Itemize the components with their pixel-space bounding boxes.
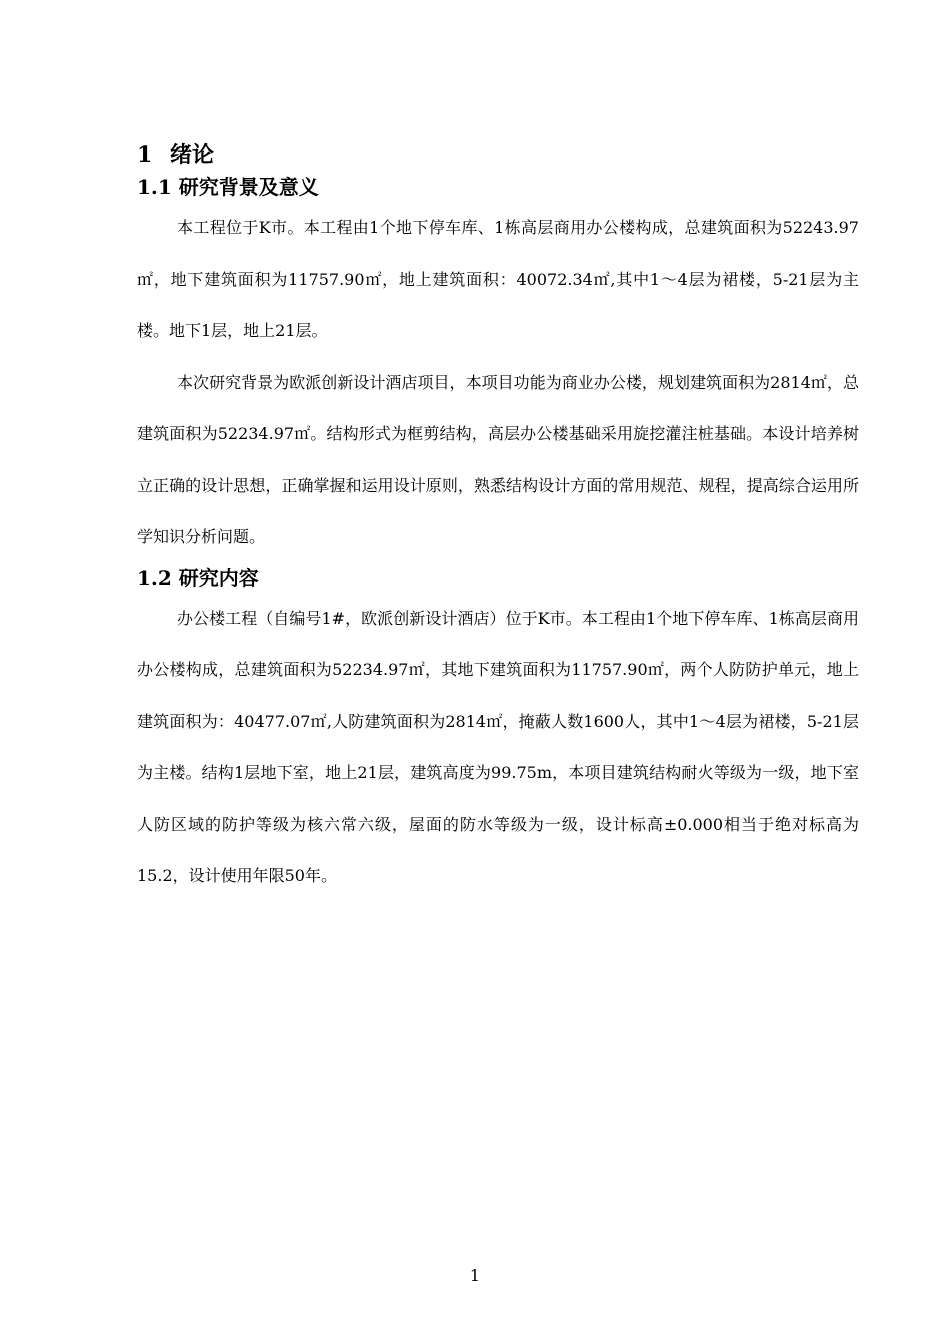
section-heading-1-1: 1.1 研究背景及意义 — [137, 175, 319, 199]
section-heading-1-2: 1.2 研究内容 — [137, 565, 259, 590]
page-content — [137, 138, 859, 902]
paragraph: 本次研究背景为欧派创新设计酒店项目，本项目功能为商业办公楼，规划建筑面积为2814㎡，总建筑面积为52234.97㎡。结构形式为框剪结构，高层办公楼基础采用旋挖灌注桩基础。本设计培养树立正确的设计思想，正确掌握和运用设计原则，熟悉结构设计方面的常用规范、规程，提高综合运用所学知识分析问题。 — [137, 372, 859, 546]
chapter-number: 1 — [137, 142, 153, 168]
page-number: 1 — [469, 1266, 481, 1285]
chapter-heading — [137, 138, 859, 172]
paragraph: 本工程位于K市。本工程由1个地下停车库、1栋高层商用办公楼构成，总建筑面积为52243.97㎡，地下建筑面积为11757.90㎡，地上建筑面积：40072.34㎡,其中1～4层为裙楼，5-21层为主楼。地下1层，地上21层。 — [137, 218, 859, 340]
chapter-title: 绪论 — [169, 142, 214, 168]
paragraph: 办公楼工程（自编号1#，欧派创新设计酒店）位于K市。本工程由1个地下停车库、1栋高层商用办公楼构成，总建筑面积为52234.97㎡，其地下建筑面积为11757.90㎡，两个人防防护单元，地上建筑面积为：40477.07㎡,人防建筑面积为2814㎡，掩蔽人数1600人，其中1～4层为裙楼，5-21层为主楼。结构1层地下室，地上21层，建筑高度为99.75m，本项目建筑结构耐火等级为一级，地下室人防区域的防护等级为核六常六级，屋面的防水等级为一级，设计标高±0.000相当于绝对标高为15.2，设计使用年限50年。 — [137, 608, 859, 885]
